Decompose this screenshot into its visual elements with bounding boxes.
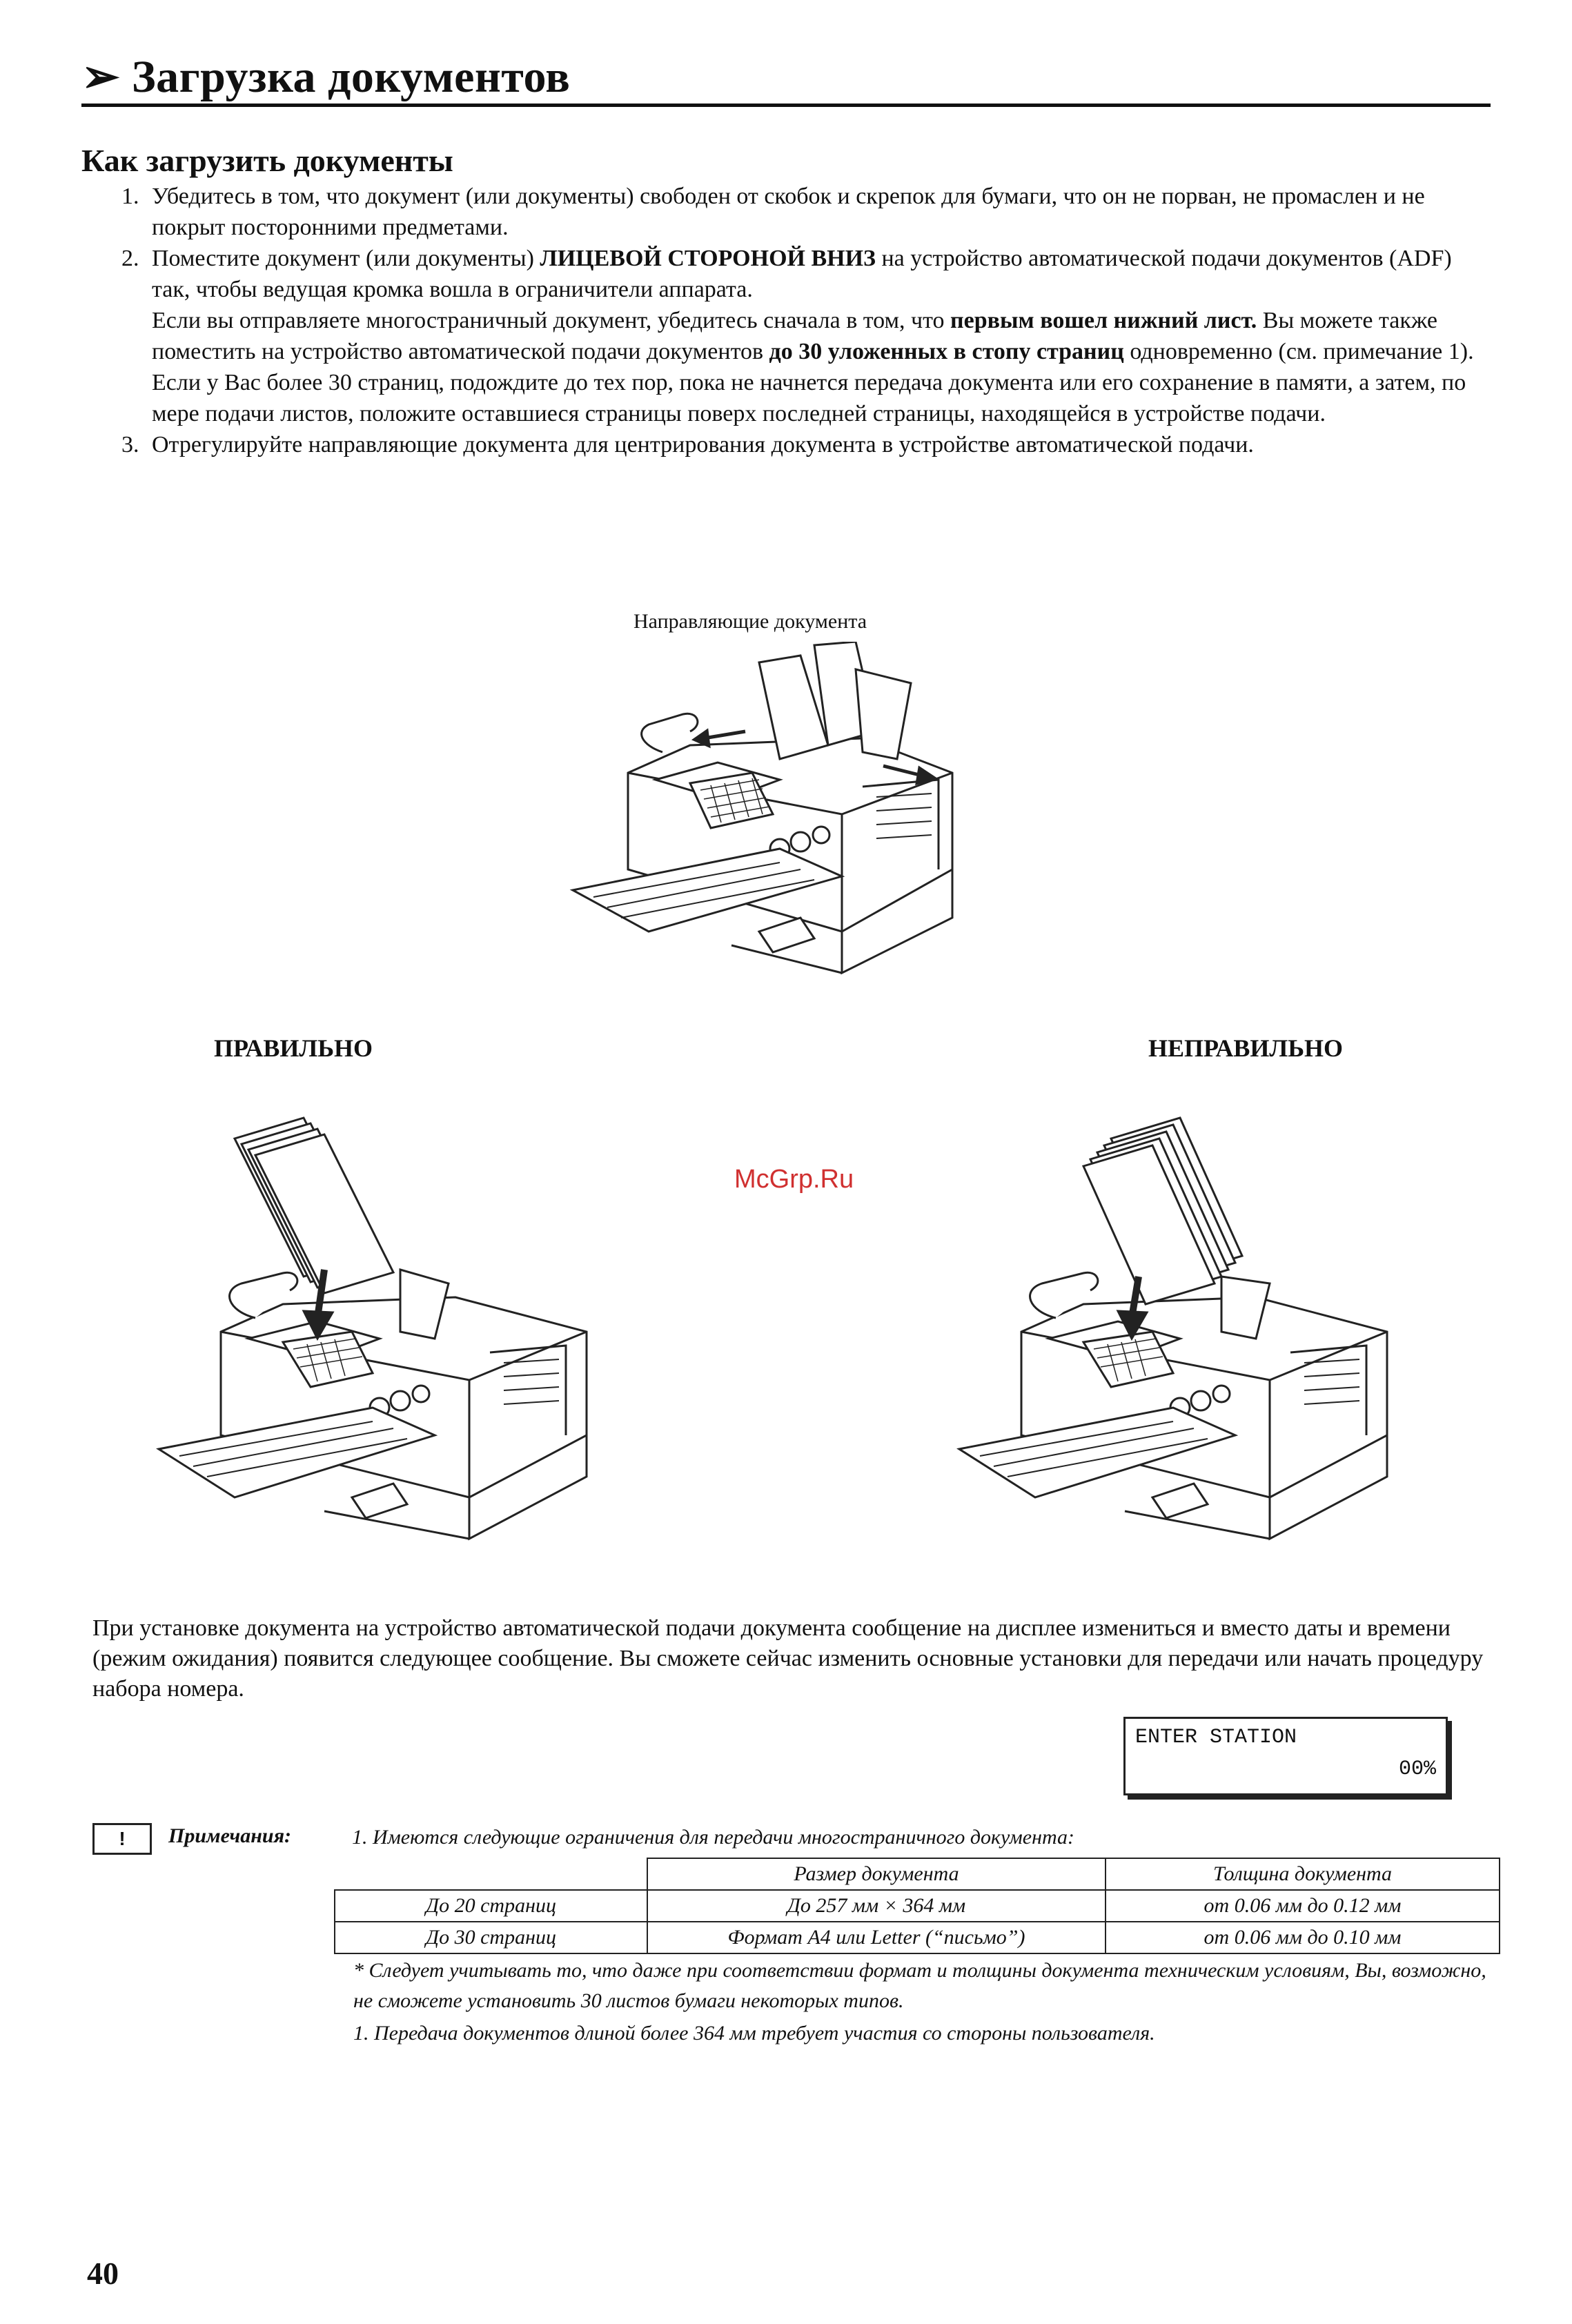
title-rule [81, 104, 1491, 107]
watermark: McGrp.Ru [734, 1165, 854, 1194]
note-item-2: 1. Передача документов длиной более 364 мм требует участия со стороны пользователя. [353, 2022, 1155, 2045]
lcd-display [1123, 1717, 1448, 1795]
table-row [335, 1922, 1500, 1953]
note-item-1: 1. Имеются следующие ограничения для передачи многостраничного документа: [352, 1826, 1074, 1849]
table-header-row [335, 1858, 1500, 1890]
fax-incorrect-illustration [945, 1111, 1401, 1553]
table-cell: Формат A4 или Letter (“письмо”) [647, 1922, 1106, 1953]
table-header-cell: Толщина документа [1106, 1858, 1500, 1890]
display-message-paragraph: При установке документа на устройство автоматической подачи документа сообщение на дисплее измениться и вместо даты и времени (режим ожидания) появится следующее сообщение. Вы сможете сейчас изменить основные установки для передачи или начать процедуру набора номера. [92, 1615, 1484, 1702]
fax-correct-illustration [145, 1111, 600, 1553]
limits-table [334, 1858, 1500, 1954]
list-item: 3. Отрегулируйте направляющие документа для центрирования документа в устройстве автоматической подачи. [121, 432, 1254, 457]
guides-caption: Направляющие документа [633, 610, 867, 633]
footnote: * Следует учитывать то, что даже при соответствии формат и толщины документа техническим условиям, Вы, возможно, не сможете установить 30 листов бумаги некоторых типов. [353, 1959, 1486, 2012]
table-cell: До 257 мм × 364 мм [647, 1890, 1106, 1922]
incorrect-label: НЕПРАВИЛЬНО [1148, 1034, 1344, 1062]
section-heading: Как загрузить документы [81, 143, 453, 178]
lcd-line-2: 00% [1398, 1757, 1436, 1781]
table-row [335, 1890, 1500, 1922]
notes-label: Примечания: [168, 1824, 292, 1847]
table-cell: от 0.06 мм до 0.12 мм [1106, 1890, 1500, 1922]
fax-guides-illustration [552, 642, 1035, 1001]
title-arrow-icon: ➢ [81, 52, 120, 102]
note-warning-icon: ! [92, 1823, 152, 1855]
table-header-cell: Размер документа [647, 1858, 1106, 1890]
list-item: 1. Убедитесь в том, что документ (или документы) свободен от скобок и скрепок для бумаги, что он не порван, не промаслен и не покрыт посторонними предметами. [121, 184, 1425, 240]
page-title: ➢ Загрузка документов [81, 52, 571, 102]
list-item: 2. Поместите документ (или документы) ЛИЦЕВОЙ СТОРОНОЙ ВНИЗ на устройство автоматической подачи документов (ADF) так, чтобы ведущая кромка вошла в ограничители аппарата. Если вы отправляете многостраничный документ, убедитесь сначала в том, что первым вошел нижний лист. Вы можете также поместить на устройство автоматической подачи документов до 30 уложенных в стопу страниц одновременно (см. примечание 1). Если у Вас более 30 страниц, подождите до тех пор, пока не начнется передача документа или его сохранение в памяти, а затем, по мере подачи листов, положите оставшиеся страницы поверх последней страницы, находящейся в устройстве подачи. [121, 246, 1474, 426]
table-cell: от 0.06 мм до 0.10 мм [1106, 1922, 1500, 1953]
table-cell: До 30 страниц [335, 1922, 647, 1953]
steps-list [121, 181, 1474, 460]
table-cell: До 20 страниц [335, 1890, 647, 1922]
correct-label: ПРАВИЛЬНО [214, 1034, 373, 1062]
page-number: 40 [87, 2256, 119, 2291]
lcd-line-1: ENTER STATION [1135, 1726, 1297, 1749]
